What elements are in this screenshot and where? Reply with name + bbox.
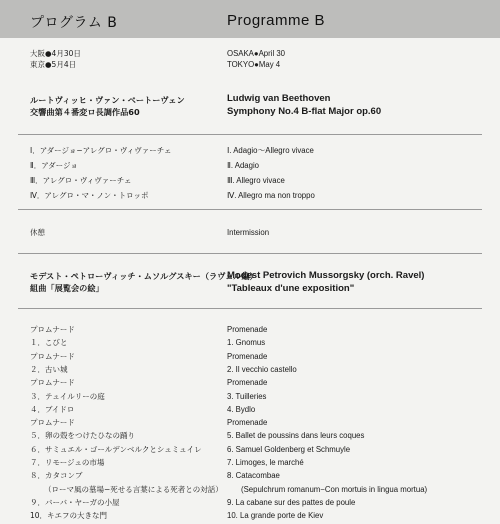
picture-item-ja: ５．卵の殻をつけたひなの踊り — [30, 431, 135, 441]
picture-item-en: 10. La grande porte de Kiev — [227, 511, 324, 521]
picture-item-ja: （ローマ風の墓場−死せる言葉による死者との対話） — [44, 484, 223, 494]
intermission-ja: 休憩 — [30, 228, 45, 237]
work1-composer-en: Ludwig van Beethoven — [227, 93, 331, 104]
work1-title-ja: 交響曲第４番変ロ長調作品60 — [30, 107, 140, 117]
movement-item-ja: Ⅰ．アダージョ−アレグロ・ヴィヴァーチェ — [30, 146, 172, 155]
intermission-en: Intermission — [227, 228, 270, 237]
work2-title-ja: 組曲「展覧会の絵」 — [30, 283, 104, 293]
picture-item-ja: プロムナード — [30, 378, 75, 388]
picture-item-ja: ４．ブイドロ — [30, 404, 75, 414]
picture-item-ja: １．こびと — [30, 338, 68, 348]
movement-item-en: Ⅱ. Adagio — [227, 161, 260, 170]
picture-item-en: 3. Tuilleries — [227, 391, 267, 401]
movement-item-ja: Ⅳ．アレグロ・マ・ノン・トロッポ — [30, 191, 149, 200]
picture-item-en: 5. Ballet de poussins dans leurs coques — [227, 431, 365, 441]
movement-item-en: Ⅲ. Allegro vivace — [227, 176, 285, 185]
picture-item-en: 7. Limoges, le marché — [227, 458, 304, 467]
date-tokyo-ja: 東京●5月4日 — [30, 60, 77, 69]
picture-item-en: 4. Bydlo — [227, 404, 256, 414]
picture-item-en: 8. Catacombae — [227, 471, 280, 481]
work2-title-en: "Tableaux d'une exposition" — [227, 283, 355, 294]
work1-title-en: Symphony No.4 B-flat Major op.60 — [227, 106, 382, 117]
picture-item-ja: プロムナード — [30, 418, 75, 428]
picture-item-en: 1. Gnomus — [227, 338, 266, 348]
picture-item-en: 6. Samuel Goldenberg et Schmuyle — [227, 444, 351, 454]
picture-item-en: Promenade — [227, 418, 268, 428]
picture-item-en: 9. La cabane sur des pattes de poule — [227, 497, 356, 507]
picture-item-ja: ９．バーバ・ヤーガの小屋 — [30, 497, 120, 507]
header-bar — [0, 0, 500, 38]
movement-item-en: Ⅳ. Allegro ma non troppo — [227, 191, 315, 200]
picture-item-en: (Sepulchrum romanum−Con mortuis in lingua mortua) — [241, 484, 428, 494]
divider — [18, 308, 482, 309]
picture-item-en: Promenade — [227, 378, 268, 388]
picture-item-en: 2. Il vecchio castello — [227, 364, 297, 374]
movement-item-en: Ⅰ. Adagio～Allegro vivace — [227, 146, 314, 155]
picture-item-ja: ３．テュイルリーの庭 — [30, 391, 105, 401]
picture-item-ja: ８．カタコンブ — [30, 471, 83, 481]
divider — [18, 253, 482, 254]
divider — [18, 134, 482, 135]
picture-item-ja: プロムナード — [30, 325, 75, 334]
programme-title-ja: プログラム B — [30, 15, 118, 31]
work1-composer-ja: ルートヴィッヒ・ヴァン・ベートーヴェン — [30, 95, 185, 105]
picture-item-en: Promenade — [227, 351, 268, 361]
picture-item-ja: ７．リモージュの市場 — [30, 458, 105, 467]
date-osaka-en: OSAKA●April 30 — [227, 49, 286, 58]
programme-title-en: Programme B — [227, 12, 326, 29]
divider — [18, 209, 482, 210]
date-osaka-ja: 大阪●4月30日 — [30, 49, 81, 58]
date-tokyo-en: TOKYO●May 4 — [227, 60, 281, 69]
movement-item-ja: Ⅱ．アダージョ — [30, 161, 78, 170]
picture-item-ja: ６．サミュエル・ゴールデンベルクとシュミュイレ — [30, 444, 202, 454]
picture-item-ja: プロムナード — [30, 351, 75, 361]
picture-item-ja: 10．キエフの大きな門 — [30, 511, 108, 521]
picture-item-en: Promenade — [227, 325, 268, 334]
work2-composer-ja: モデスト・ペトローヴィッチ・ムソルグスキー（ラヴェル編） — [30, 271, 258, 281]
work2-composer-en: Modest Petrovich Mussorgsky (orch. Ravel) — [227, 270, 425, 281]
picture-item-ja: ２．古い城 — [30, 364, 68, 374]
movement-item-ja: Ⅲ．アレグロ・ヴィヴァーチェ — [30, 176, 132, 185]
